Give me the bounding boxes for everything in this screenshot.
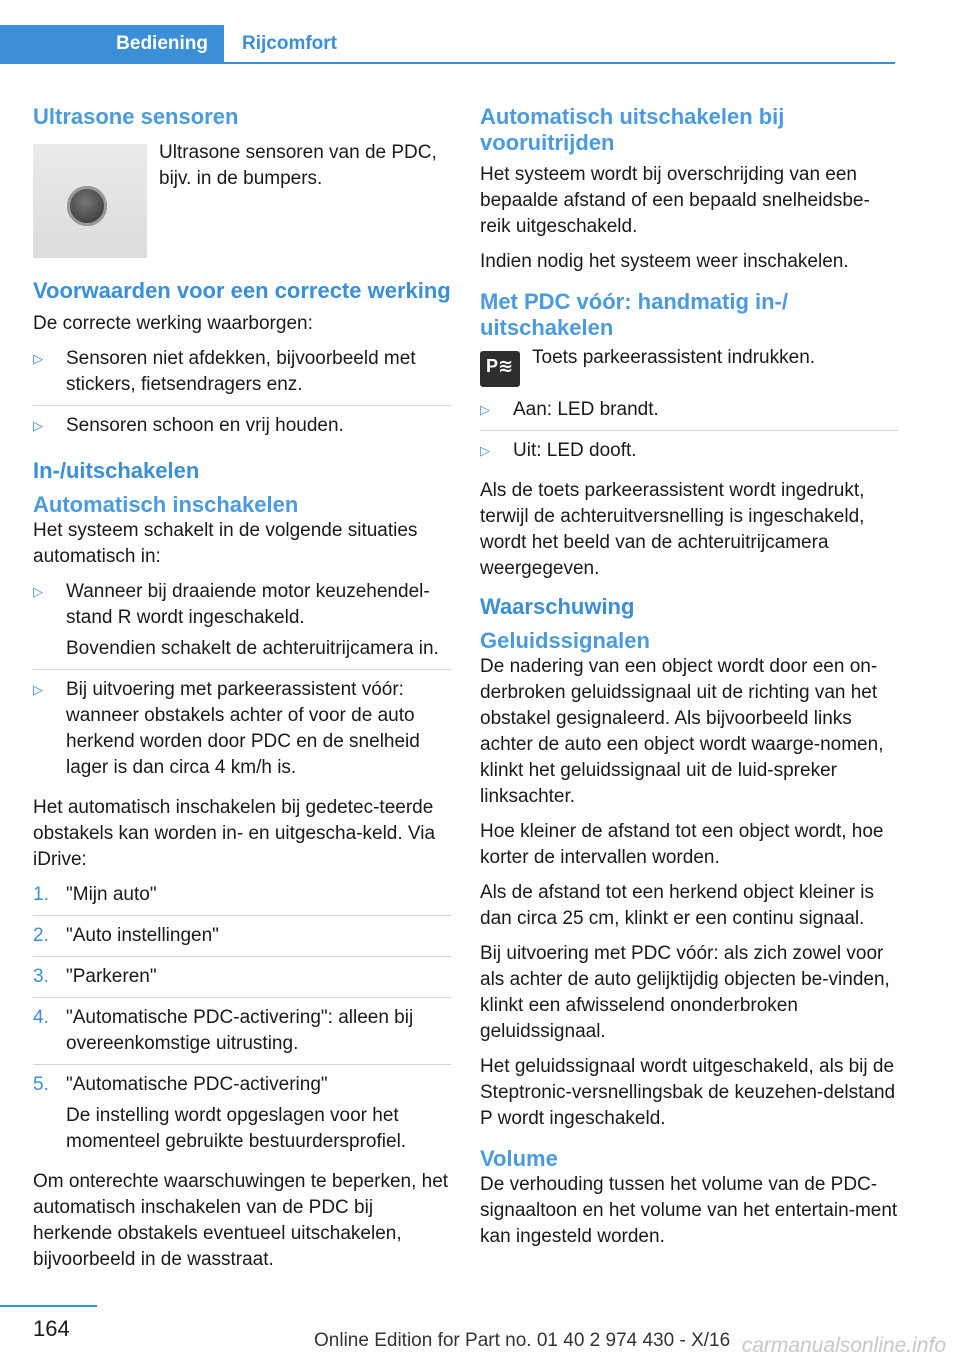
manual-text: Toets parkeerassistent indrukken. <box>532 347 816 368</box>
list-item: ▷ Wanneer bij draaiende motor keuzehendel-stand R wordt ingeschakeld. Bovendien schakelt de achteruitrijcamera in. <box>33 579 451 670</box>
heading-automatisch-uitschakelen: Automatisch uitschakelen bij vooruitrijden <box>480 104 785 155</box>
triangle-right-icon: ▷ <box>33 682 43 697</box>
sound-paragraph-2: Hoe kleiner de afstand tot een object wordt, hoe korter de intervallen worden. <box>480 821 884 868</box>
list-item: ▷ Sensoren schoon en vrij houden. <box>33 413 451 446</box>
pdc-button-row <box>480 341 898 393</box>
auto-on-intro: Het systeem schakelt in de volgende situaties automatisch in: <box>33 520 418 567</box>
triangle-right-icon: ▷ <box>33 418 43 433</box>
conditions-intro: De correcte werking waarborgen: <box>33 313 313 334</box>
list-item: ▷ Aan: LED brandt. <box>480 397 898 431</box>
parking-assistant-icon: P≋ <box>480 351 520 387</box>
edition-text: Online Edition for Part no. 01 40 2 974 430 - X/16 <box>314 1330 731 1351</box>
list-item: 5. "Automatische PDC-activering" De instelling wordt opgeslagen voor het momenteel gebruikte bestuurdersprofiel. <box>33 1074 407 1152</box>
heading-waarschuwing: Waarschuwing <box>480 594 635 619</box>
heading-volume: Volume <box>480 1146 558 1171</box>
heading-ultrasone-sensoren: Ultrasone sensoren <box>33 104 239 129</box>
auto-off-text2: Indien nodig het systeem weer inschakelen. <box>480 251 849 272</box>
sensor-description: Ultrasone sensoren van de PDC, bijv. in de bumpers. <box>159 142 437 189</box>
list-item: 1. "Mijn auto" <box>33 882 451 916</box>
sound-paragraph-5: Het geluidssignaal wordt uitgeschakeld, als bij de Steptronic-versnellingsbak de keuzehen-delstand P wordt ingeschakeld. <box>480 1056 896 1129</box>
watermark: carmanualsonline.info <box>741 1334 946 1357</box>
footer-line <box>0 1305 97 1307</box>
auto-detect-text: Het automatisch inschakelen bij gedetec-teerde obstakels kan worden in- en uitgescha-keld. Via iDrive: <box>33 797 436 870</box>
tab-bediening[interactable]: Bediening <box>0 25 224 62</box>
heading-in-uitschakelen: In-/uitschakelen <box>33 458 200 483</box>
triangle-right-icon: ▷ <box>33 584 43 599</box>
sensor-dot-icon <box>67 186 107 226</box>
heading-automatisch-inschakelen: Automatisch inschakelen <box>33 492 299 517</box>
heading-voorwaarden: Voorwaarden voor een correcte werking <box>33 278 451 303</box>
auto-off-text: Het systeem wordt bij overschrijding van een bepaalde afstand of een bepaald snelheidsbe-reik uitgeschakeld. <box>480 164 870 237</box>
sensor-figure <box>33 100 451 240</box>
header-tabs <box>0 25 895 64</box>
heading-handmatig: Met PDC vóór: handmatig in-/ uitschakelen <box>480 289 788 340</box>
page-number: 164 <box>33 1316 70 1341</box>
conditions-list <box>33 346 451 446</box>
auto-on-list <box>33 579 451 788</box>
closing-text: Om onterechte waarschuwingen te beperken, het automatisch inschakelen van de PDC bij herkende obstakels eventueel uitschakelen, bijvoorbeeld in de wasstraat. <box>33 1171 449 1270</box>
sound-paragraph-1: De nadering van een object wordt door een on-derbroken geluidssignaal uit de richting van het obstakel gesignaleerd. Als bijvoorbeeld links achter de auto een object wordt waarge-nomen, klinkt het geluidssignaal uit de luid-spreker linksachter. <box>480 656 884 807</box>
list-item: ▷ Bij uitvoering met parkeerassistent vóór: wanneer obstakels achter of voor de auto herkend worden door PDC en de snelheid lager is dan circa 4 km/h is. <box>33 679 420 778</box>
list-item: 2. "Auto instellingen" <box>33 923 451 957</box>
left-column <box>33 100 451 1282</box>
volume-text: De verhouding tussen het volume van de PDC-signaaltoon en het volume van het entertain-ment kan ingesteld worden. <box>480 1174 898 1247</box>
right-column <box>480 100 898 1259</box>
list-item: ▷ Sensoren niet afdekken, bijvoorbeeld met stickers, fietsendragers enz. <box>33 346 451 406</box>
list-item: 4. "Automatische PDC-activering": alleen bij overeenkomstige uitrusting. <box>33 1005 451 1065</box>
idrive-steps <box>33 882 451 1162</box>
list-item: ▷ Uit: LED dooft. <box>480 438 898 471</box>
triangle-right-icon: ▷ <box>480 443 490 458</box>
sound-paragraph-3: Als de afstand tot een herkend object kleiner is dan circa 25 cm, klinkt er een continu signaal. <box>480 882 874 929</box>
sensor-image <box>33 144 147 258</box>
heading-geluidssignalen: Geluidssignalen <box>480 628 650 653</box>
manual-after: Als de toets parkeerassistent wordt ingedrukt, terwijl de achteruitversnelling is ingeschakeld, wordt het beeld van de achteruitrijcamera weergegeven. <box>480 480 865 579</box>
tab-rijcomfort[interactable]: Rijcomfort <box>242 33 337 54</box>
triangle-right-icon: ▷ <box>480 402 490 417</box>
sound-paragraph-4: Bij uitvoering met PDC vóór: als zich zowel voor als achter de auto gelijktijdig objecten be-vinden, klinkt een afwisselend ononderbroken geluidssignaal. <box>480 943 890 1042</box>
list-item: 3. "Parkeren" <box>33 964 451 998</box>
triangle-right-icon: ▷ <box>33 351 43 366</box>
manual-list <box>480 397 898 471</box>
